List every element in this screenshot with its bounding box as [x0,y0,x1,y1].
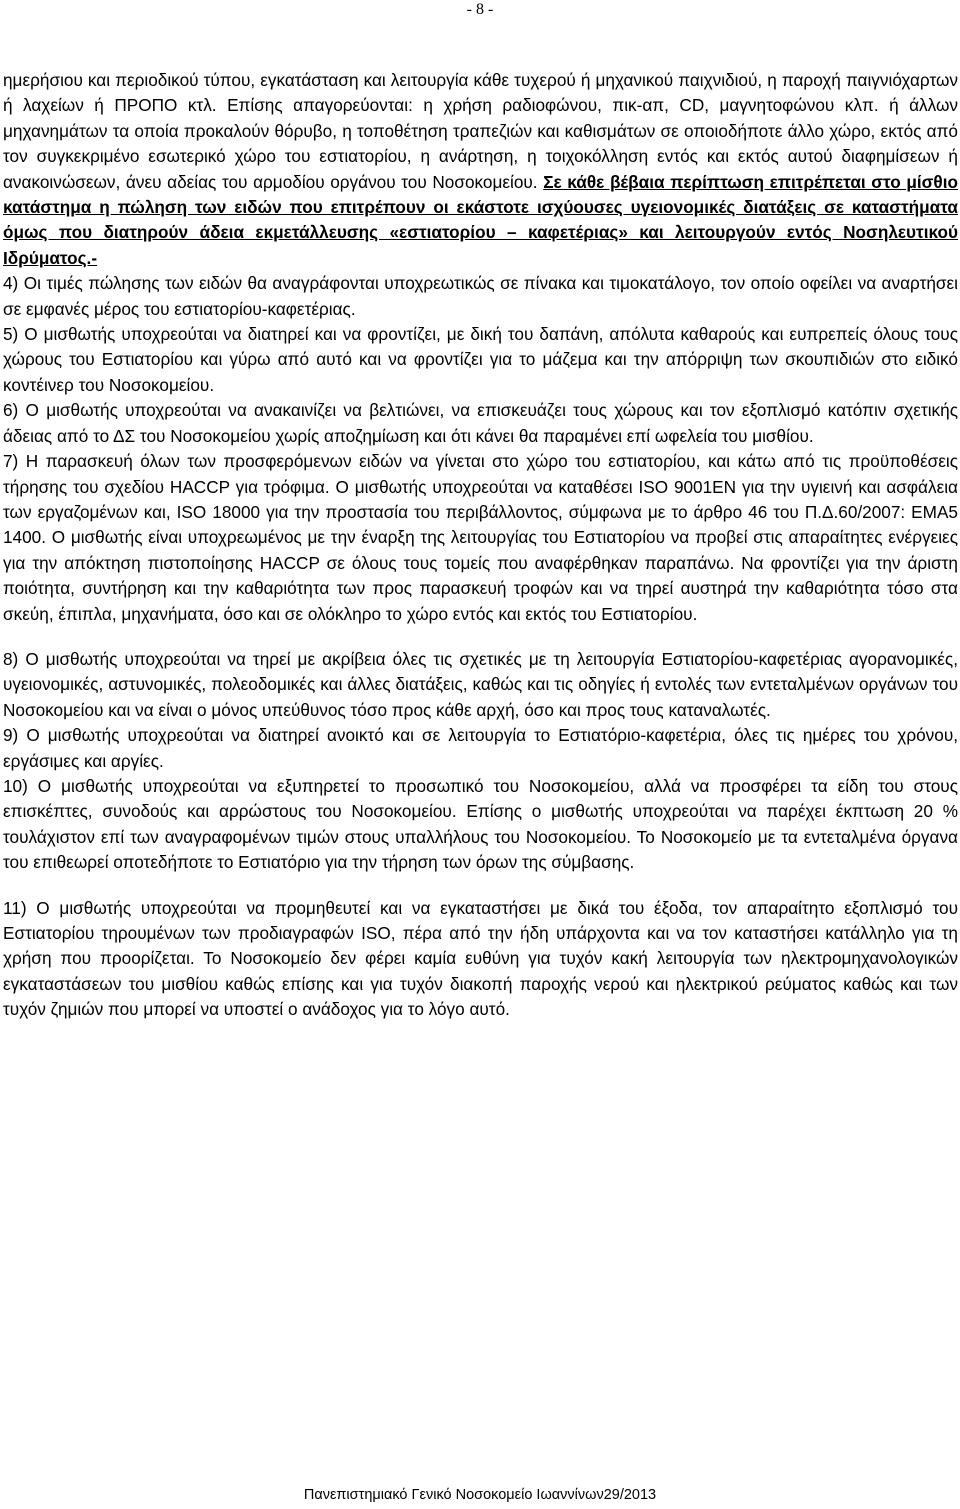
paragraph-intro [3,68,958,271]
paragraph-9: 9) Ο μισθωτής υποχρεούται να διατηρεί ανοικτό και σε λειτουργία το Εστιατόριο-καφετέρια, όλες τις ημέρες του χρόνου, εργάσιμες και αργίες. [3,725,958,771]
paragraph-8: 8) Ο μισθωτής υποχρεούται να τηρεί με ακρίβεια όλες τις σχετικές με τη λειτουργία Εστιατορίου-καφετέριας αγορανομικές, υγειονομικές, αστυνομικές, πολεοδομικές και άλλες διατάξεις, καθώς και τις οδηγίες ή εντολές των εντεταλμένων οργάνων του Νοσοκομείου και να είναι ο μόνος υπεύθυνος τόσο προς κάθε αρχή, όσο και προς τους καταναλωτές. [3,648,958,720]
document-body [3,68,958,1023]
paragraph-10: 10) Ο μισθωτής υποχρεούται να εξυπηρετεί το προσωπικό του Νοσοκομείου, αλλά να προσφέρει τα είδη του στους επισκέπτες, συνοδούς και αρρώστους του Νοσοκομείου. Επίσης ο μισθωτής υποχρεούται να παρέχει έκπτωση 20 % τουλάχιστον επί των αναγραφομένων τιμών στους υπαλλήλους του Νοσοκομείου. Το Νοσοκομείο με τα εντεταλμένα όργανα του επιθεωρεί οποτεδήποτε το Εστιατόριο για την τήρηση των όρων της σύμβασης. [3,775,958,873]
paragraph-intro-emphasis: Σε κάθε βέβαια περίπτωση επιτρέπεται στο μίσθιο κατάστημα η πώληση των ειδών που επιτρέπουν οι εκάστοτε ισχύουσες υγειονομικές διατάξεις σε καταστήματα όμως που διατηρούν άδεια εκμετάλλευσης «εστιατορίου – καφετέριας» και λειτουργούν εντός Νοσηλευτικού Ιδρύματος.- [3,171,958,268]
page-number: - 8 - [466,1,494,18]
paragraph-6: 6) Ο μισθωτής υποχρεούται να ανακαινίζει να βελτιώνει, να επισκευάζει τους χώρους και τον εξοπλισμό κατόπιν σχετικής άδειας από το ΔΣ του Νοσοκομείου χωρίς αποζημίωση και ότι κάνει θα παραμένει επί ωφελεία του μισθίου. [3,400,958,446]
page-footer: Πανεπιστημιακό Γενικό Νοσοκομείο Ιωαννίνων29/2013 [303,1487,657,1503]
paragraph-intro-text: ημερήσιου και περιοδικού τύπου, εγκατάσταση και λειτουργία κάθε τυχερού ή μηχανικού παιχνιδιού, η παροχή παιγνιόχαρτων ή λαχείων ή ΠΡΟΠΟ κτλ. Επίσης απαγορεύονται: η χρήση ραδιοφώνου, πικ-απ, CD, μαγνητοφώνου κλπ. ή άλλων μηχανημάτων τα οποία προκαλούν θόρυβο, η τοποθέτηση τραπεζιών και καθισμάτων σε οποιοδήποτε άλλο χώρο, εκτός από τον συγκεκριμένο εσωτερικό χώρο του εστιατορίου, η ανάρτηση, η τοιχοκόλληση εντός και εκτός αυτού διαφημίσεων ή ανακοινώσεων, άνευ αδείας του αρμοδίου οργάνου του Νοσοκομείου. [3,70,958,192]
paragraph-11: 11) Ο μισθωτής υποχρεούται να προμηθευτεί και να εγκαταστήσει με δικά του έξοδα, τον απαραίτητο εξοπλισμό του Εστιατορίου τηρουμένων των προδιαγραφών ISO, πέρα από την ήδη υπάρχοντα και να τον καταστήσει κατάλληλο για τη χρήση που προορίζεται. Το Νοσοκομείο δεν φέρει καμία ευθύνη για τυχόν κακή λειτουργία των ηλεκτρομηχανολογικών εγκαταστάσεων του μισθίου καθώς επίσης και για τυχόν διακοπή παροχής νερού και ηλεκτρικού ρεύματος καθώς και των τυχόν ζημιών που μπορεί να υποστεί ο ανάδοχος για το λόγο αυτό. [3,897,958,1020]
paragraph-5: 5) Ο μισθωτής υποχρεούται να διατηρεί και να φροντίζει, με δική του δαπάνη, απόλυτα καθαρούς και ευπρεπείς όλους τους χώρους του Εστιατορίου και γύρω από αυτό και να φροντίζει για το μάζεμα και την απόρριψη των σκουπιδιών στο ειδικό κοντέινερ του Νοσοκομείου. [3,324,958,395]
paragraph-4: 4) Οι τιμές πώλησης των ειδών θα αναγράφονται υποχρεωτικώς σε πίνακα και τιμοκατάλογο, τον οποίο οφείλει να αναρτήσει σε εμφανές μέρος του εστιατορίου-καφετέριας. [3,273,958,319]
paragraph-7: 7) Η παρασκευή όλων των προσφερόμενων ειδών να γίνεται στο χώρο του εστιατορίου, και κάτω από τις προϋποθέσεις τήρησης του σχεδίου HACCP για τρόφιμα. Ο μισθωτής υποχρεούται να καταθέσει ISO 9001EN για την υγιεινή και ασφάλεια των εργαζομένων και, ISO 18000 για την προστασία του περιβάλλοντος, σύμφωνα με το άρθρο 46 του Π.Δ.60/2007: ΕΜΑ5 1400. Ο μισθωτής είναι υποχρεωμένος με την έναρξη της λειτουργίας του Εστιατορίου να προβεί στις απαραίτητες ενέργειες για την απόκτηση πιστοποίησης HACCP σε όλους τους τομείς που αναφέρθηκαν παραπάνω. Να φροντίζει για την άριστη ποιότητα, συντήρηση και την καθαριότητα των προς παρασκευή τροφών και να τηρεί αυστηρά την καθαριότητα τόσο στα σκεύη, έπιπλα, μηχανήματα, όσο και σε ολόκληρο το χώρο εντός και εκτός του Εστιατορίου. [3,451,958,624]
